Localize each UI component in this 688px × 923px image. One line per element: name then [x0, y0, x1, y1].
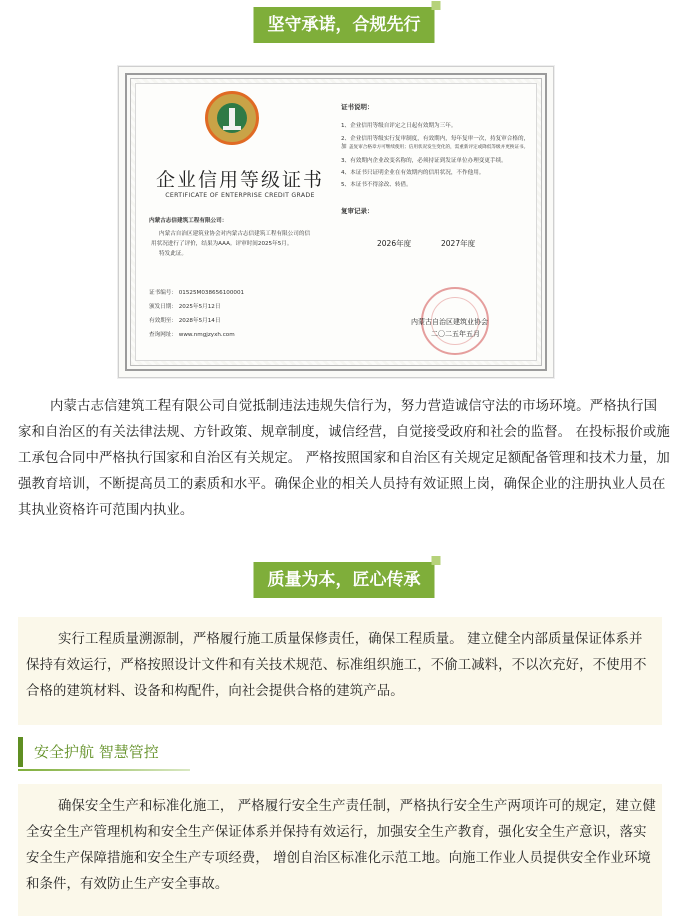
decor-square — [432, 1, 441, 10]
certificate-title: 企业信用等级证书 — [155, 169, 324, 191]
heading-accent-bar — [18, 737, 23, 767]
certificate-number: 证书编号： 01525M038656100001 — [149, 290, 245, 296]
certificate-notes-title: 证书说明： — [341, 103, 374, 111]
certificate-body-line: 特发此证。 — [159, 251, 187, 257]
credit-certificate-image — [118, 66, 554, 378]
association-emblem-icon — [205, 91, 259, 145]
section-heading-text: 质量为本，匠心传承 — [267, 570, 421, 590]
decor-square — [432, 556, 441, 565]
certificate-note: 2、企业信用等级实行复审制度，有效期内，每年复审一次，持复审合格的，加 — [341, 136, 530, 151]
review-year: 2027年度 — [441, 239, 476, 248]
paragraph-text: 确保安全生产和标准化施工， 严格履行安全生产责任制，严格执行安全生产两项许可的规定，建立健全安全生产管理机构和安全生产保证体系并保持有效运行，加强安全生产教育，强化安全生产意识，落实安全生产保障措施和安全生产专项经费， 增创自治区标准化示范工地。向施工作业人员提供安全作业环境和条件，有效防止生产安全事故。 — [26, 799, 656, 892]
paragraph-text: 实行工程质量溯源制，严格履行施工质量保修责任，确保工程质量。 建立健全内部质量保证体系并保持有效运行，严格按照设计文件和有关技术规范、标准组织施工，不偷工减料，不以次充好，不使用不合格的建筑材料、设备和构配件，向社会提供合格的建筑产品。 — [26, 632, 647, 699]
section-heading-text: 安全护航 智慧管控 — [34, 743, 159, 761]
section-heading-text: 坚守承诺，合规先行 — [267, 15, 421, 35]
section-heading-quality — [254, 562, 435, 598]
certificate-expiry-date: 有效期至： 2028年5月14日 — [149, 318, 221, 324]
certificate-note: 1、企业信用等级自评定之日起有效期为三年。 — [341, 123, 457, 129]
certificate-subtitle: CERTIFICATE OF ENTERPRISE CREDIT GRADE — [165, 192, 315, 199]
paragraph-text: 内蒙古志信建筑工程有限公司自觉抵制违法违规失信行为，努力营造诚信守法的市场环境。严格执行国家和自治区的有关法律法规、方针政策、规章制度，诚信经营，自觉接受政府和社会的监督。 在投标报价或施工承包合同中严格执行国家和自治区有关规定。 严格按照国家和自治区有关规定足额配备管理和技术力量，加强教育培训，不断提高员工的素质和水平。确保企业的相关人员持有效证照上岗，确保企业的注册执业人员在其执业资格许可范围内执业。 — [18, 399, 670, 518]
heading-underline — [18, 769, 190, 771]
certificate-note: 3、有效期内企业改变名称的，必须持证到发证单位办理变更手续。 — [341, 158, 507, 164]
section-heading-compliance — [254, 7, 435, 43]
certificate-query-url: 查询网址： www.nmgjzyxh.com — [149, 332, 235, 338]
certificate-note: 4、本证书只证明企业在有效期内的信用状况，不作他用。 — [341, 170, 485, 176]
certificate-body-line: 用状况进行了评价，结果为AAA。评审时间2025年5月。 — [151, 241, 293, 247]
review-year: 2026年度 — [377, 239, 412, 248]
certificate-issue-date: 颁发日期： 2025年5月12日 — [149, 304, 221, 310]
certificate-company: 内蒙古志信建筑工程有限公司： — [149, 218, 228, 224]
certificate-issuer-date: 二〇二五年五月 — [431, 330, 480, 338]
certificate-body-line: 内蒙古自治区建筑业协会对内蒙古志信建筑工程有限公司的信 — [159, 231, 311, 237]
certificate-note: 5、本证书不得涂改、转借。 — [341, 182, 412, 188]
certificate-note: 盖复审合格章方可继续使用；信用状况发生变化的，需重新评定或降低等级并更换证书。 — [349, 145, 529, 150]
safety-paragraph — [26, 794, 656, 898]
quality-paragraph — [26, 627, 654, 705]
compliance-paragraph — [18, 394, 670, 524]
certificate-issuer: 内蒙古自治区建筑业协会 — [411, 318, 488, 326]
certificate-review-title: 复审记录： — [341, 207, 374, 215]
